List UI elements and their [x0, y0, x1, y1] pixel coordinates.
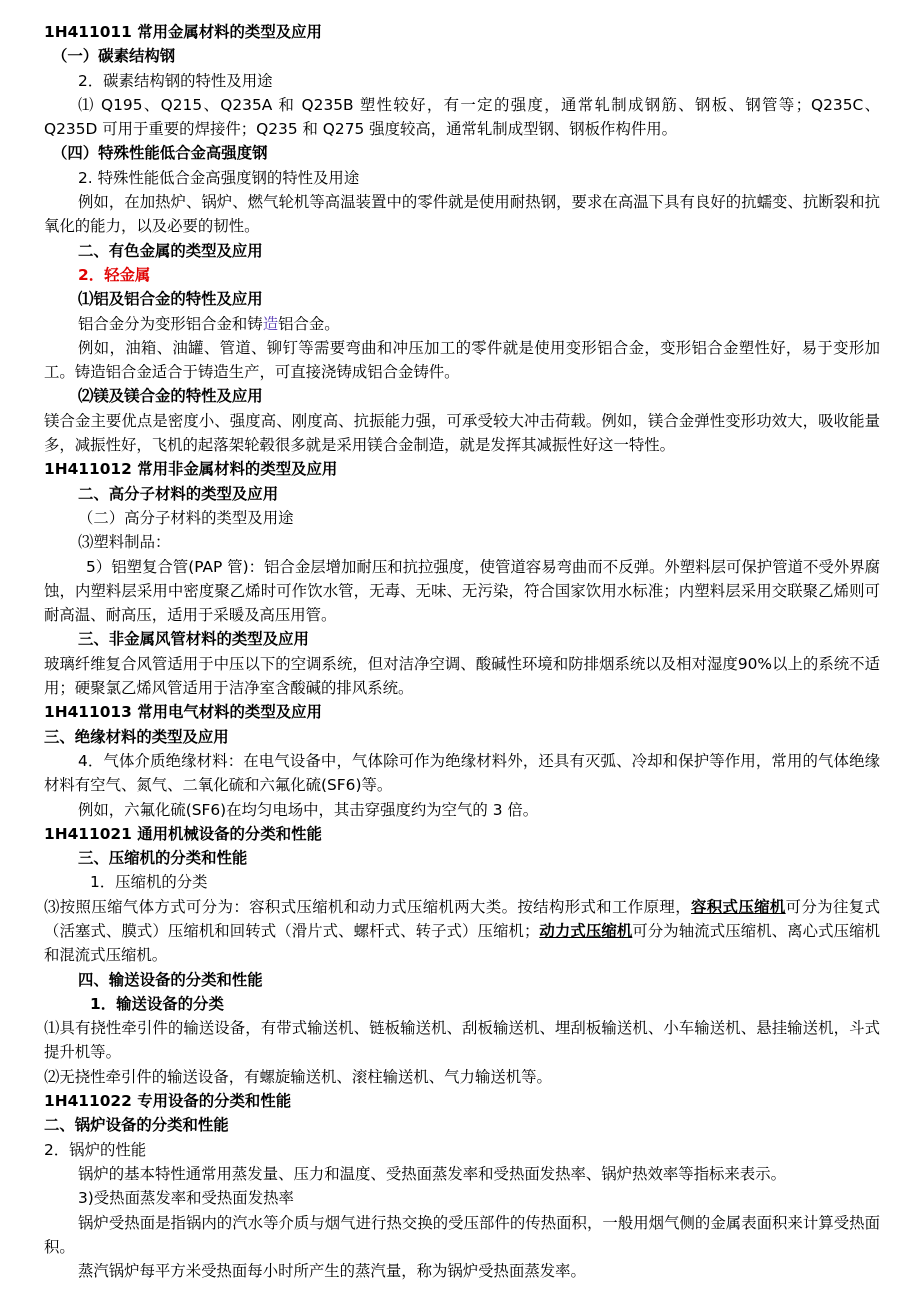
- text-segment: 可分为往复式（活塞式、膜式）压缩机和回转式（滑片式、螺杆式、转子式）压缩机；: [44, 897, 880, 940]
- item-heating-surface: 3)受热面蒸发率和受热面发热率: [78, 1189, 294, 1208]
- item-conveyor-classification: 1．输送设备的分类: [90, 994, 224, 1013]
- paragraph-pap-pipe: 5）铝塑复合管(PAP 管)：铝合金层增加耐压和抗拉强度，使管道容易弯曲而不反弹。外塑料层可保护管道不受外界腐蚀，内塑料层采用中密度聚乙烯时可作饮水管，无毒、无味、无污染，符合国家饮用水标准；内塑料层采用交联聚乙烯则可耐高温、耐高压，适用于采暖及高压用管。: [44, 557, 880, 625]
- underlined-term-dynamic: 动力式压缩机: [539, 921, 633, 940]
- paragraph-gas-insulation: 4．气体介质绝缘材料：在电气设备中，气体除可作为绝缘材料外，还具有灭弧、冷却和保护等作用，常用的气体绝缘材料有空气、氮气、二氧化硫和六氟化硫(SF6)等。: [44, 751, 880, 795]
- text-segment: ⑶按照压缩气体方式可分为：容积式压缩机和动力式压缩机两大类。按结构形式和工作原理，: [44, 897, 691, 916]
- section-heading-1h411012: 1H411012 常用非金属材料的类型及应用: [44, 460, 338, 479]
- paragraph-flexible-conveyor: ⑴具有挠性牵引件的输送设备，有带式输送机、链板输送机、刮板输送机、埋刮板输送机、小车输送机、悬挂输送机，斗式提升机等。: [44, 1019, 880, 1062]
- heading-light-metals: 2．轻金属: [78, 265, 151, 284]
- paragraph-q-grades: ⑴ Q195、Q215、Q235A 和 Q235B 塑性较好，有一定的强度，通常轧制成钢筋、钢板、钢管等；Q235C、Q235D 可用于重要的焊接件；Q235 和 Q275 强度较高，通常轧制成型钢、钢板作构件用。: [44, 95, 880, 139]
- subheading-carbon-steel: （一）碳素结构钢: [52, 47, 176, 66]
- paragraph-heating-surface-definition: 锅炉受热面是指锅内的汽水等介质与烟气进行热交换的受压部件的传热面积，一般用烟气侧的金属表面积来计算受热面积。: [44, 1213, 880, 1256]
- paragraph-aluminum-example: 例如，油箱、油罐、管道、铆钉等需要弯曲和冲压加工的零件就是使用变形铝合金，变形铝合金塑性好，易于变形加工。铸造铝合金适合于铸造生产，可直接浇铸成铝合金铸件。: [44, 338, 880, 382]
- heading-conveyor: 四、输送设备的分类和性能: [78, 970, 263, 989]
- paragraph-heat-resistant-steel: 例如，在加热炉、锅炉、燃气轮机等高温装置中的零件就是使用耐热钢，要求在高温下具有良好的抗蠕变、抗断裂和抗氧化的能力，以及必要的韧性。: [44, 193, 880, 236]
- item-compressor-classification: 1．压缩机的分类: [90, 873, 208, 892]
- paragraph-sf6-example: 例如，六氟化硫(SF6)在均匀电场中，其击穿强度约为空气的 3 倍。: [78, 800, 539, 819]
- section-heading-1h411013: 1H411013 常用电气材料的类型及应用: [44, 703, 322, 722]
- paragraph-nonflexible-conveyor: ⑵无挠性牵引件的输送设备，有螺旋输送机、滚柱输送机、气力输送机等。: [44, 1067, 552, 1086]
- text-segment: 铝合金。: [278, 314, 340, 333]
- text-segment: 铝合金分为变形铝合金和铸: [78, 314, 263, 333]
- item-plastic-products: ⑶塑料制品：: [78, 533, 171, 552]
- heading-nonferrous-metals: 二、有色金属的类型及应用: [78, 241, 263, 260]
- subheading-polymer-uses: （二）高分子材料的类型及用途: [78, 508, 294, 527]
- underlined-term-positive-displacement: 容积式压缩机: [690, 897, 786, 916]
- paragraph-aluminum-types: [44, 312, 880, 336]
- item-carbon-steel-properties: 2．碳素结构钢的特性及用途: [78, 71, 273, 90]
- paragraph-compressor-types: [44, 895, 880, 968]
- paragraph-magnesium: 镁合金主要优点是密度小、强度高、刚度高、抗振能力强，可承受较大冲击荷载。例如，镁合金弹性变形功效大，吸收能量多，减振性好，飞机的起落架轮毂很多就是采用镁合金制造，就是发挥其减振性好这一特性。: [44, 411, 880, 455]
- paragraph-boiler-characteristics: 锅炉的基本特性通常用蒸发量、压力和温度、受热面蒸发率和受热面发热率、锅炉热效率等指标来表示。: [78, 1164, 786, 1183]
- section-heading-1h411021: 1H411021 通用机械设备的分类和性能: [44, 824, 322, 843]
- paragraph-glass-fiber-duct: 玻璃纤维复合风管适用于中压以下的空调系统，但对洁净空调、酸碱性环境和防排烟系统以及相对湿度90%以上的系统不适用；硬聚氯乙烯风管适用于洁净室含酸碱的排风系统。: [44, 654, 880, 698]
- item-magnesium-alloy: ⑵镁及镁合金的特性及应用: [78, 387, 263, 406]
- section-heading-1h411011: 1H411011 常用金属材料的类型及应用: [44, 23, 322, 41]
- item-special-steel-properties: 2. 特殊性能低合金高强度钢的特性及用途: [78, 168, 360, 187]
- heading-boiler: 二、锅炉设备的分类和性能: [44, 1116, 229, 1135]
- subheading-special-steel: （四）特殊性能低合金高强度钢: [52, 144, 268, 163]
- heading-insulation-materials: 三、绝缘材料的类型及应用: [44, 727, 229, 746]
- heading-compressor: 三、压缩机的分类和性能: [78, 849, 248, 868]
- heading-nonmetal-duct: 三、非金属风管材料的类型及应用: [78, 630, 309, 649]
- item-aluminum-alloy: ⑴铝及铝合金的特性及应用: [78, 290, 263, 309]
- paragraph-evaporation-rate: 蒸汽锅炉每平方米受热面每小时所产生的蒸汽量，称为锅炉受热面蒸发率。: [78, 1262, 586, 1281]
- section-heading-1h411022: 1H411022 专用设备的分类和性能: [44, 1092, 292, 1111]
- highlighted-character: 造: [262, 314, 279, 333]
- item-boiler-performance: 2．锅炉的性能: [44, 1140, 147, 1159]
- text-segment: 可分为轴流式压缩机、离心式压缩机和混流式压缩机。: [44, 921, 880, 965]
- heading-polymer-materials: 二、高分子材料的类型及应用: [78, 484, 279, 503]
